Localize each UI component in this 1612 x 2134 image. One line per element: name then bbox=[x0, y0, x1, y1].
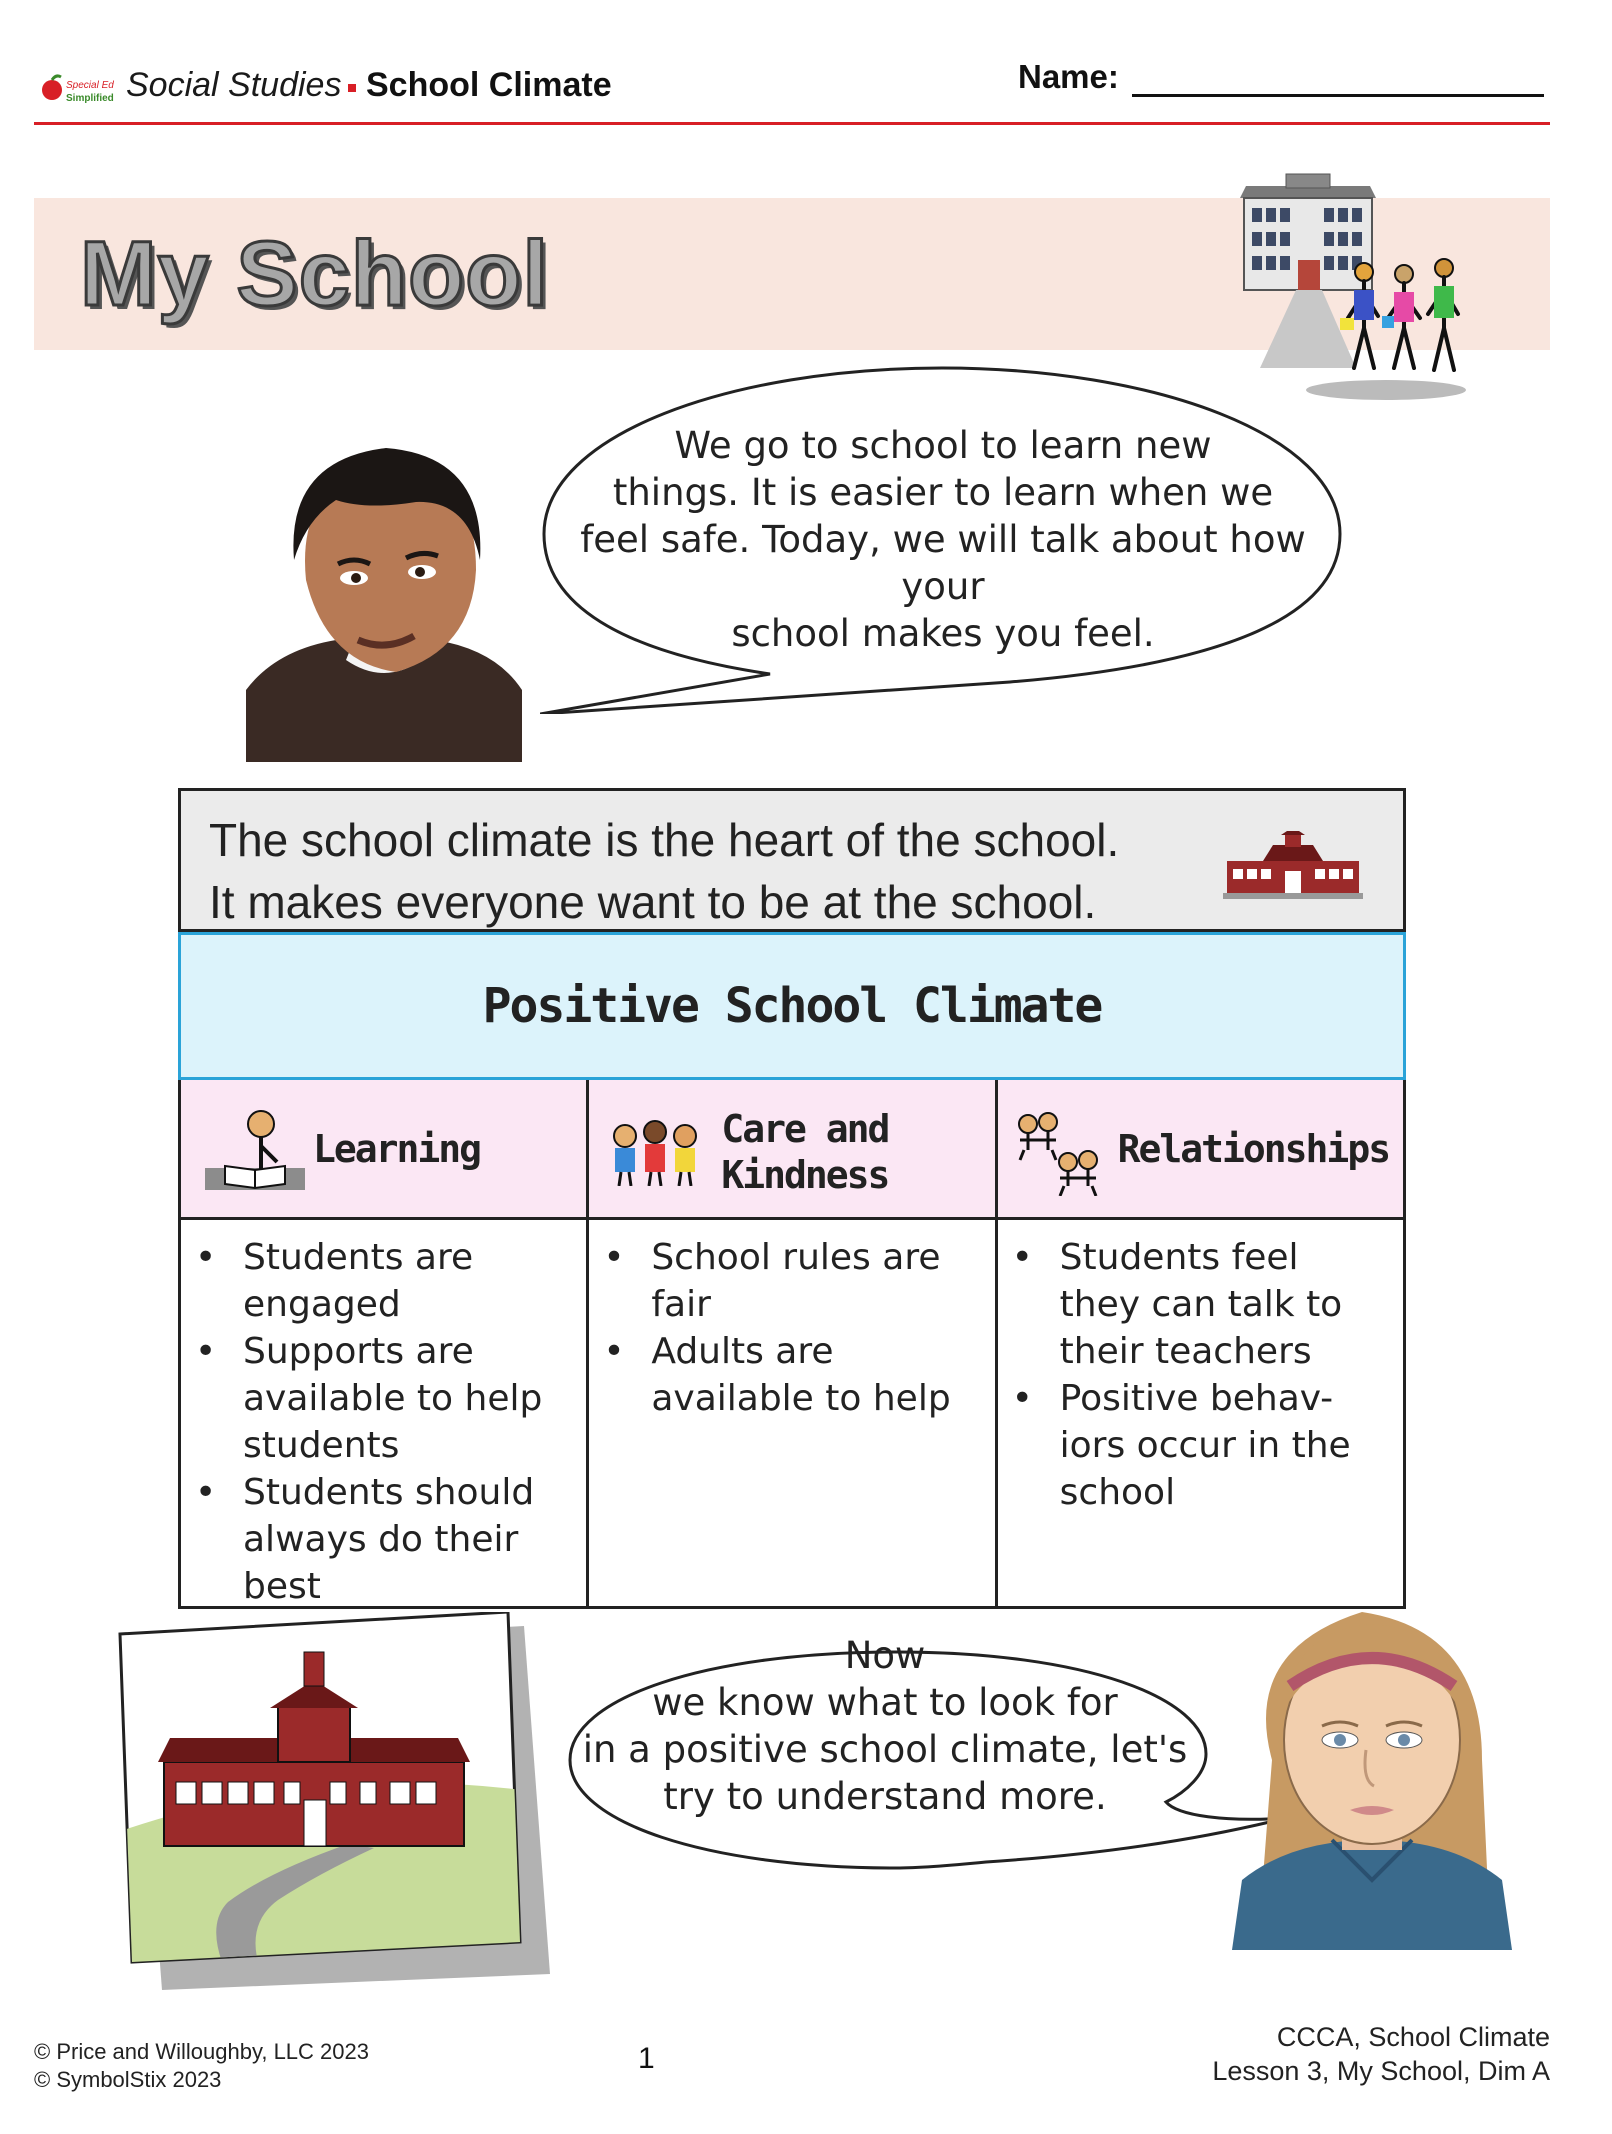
speech-bottom-line: we know what to look for bbox=[652, 1681, 1118, 1724]
speech-bottom-line: try to understand more. bbox=[663, 1775, 1107, 1818]
speech-top-line: things. It is easier to learn when we bbox=[612, 471, 1274, 514]
bullet-item: • Students are engaged bbox=[191, 1234, 576, 1328]
speech-text-top bbox=[548, 422, 1338, 657]
bullet-line: Supports are bbox=[243, 1331, 474, 1372]
svg-text:Simplified: Simplified bbox=[66, 93, 114, 104]
copyright-block bbox=[34, 2038, 369, 2094]
school-climate-table bbox=[178, 788, 1406, 1609]
bullet-line: Students are bbox=[243, 1237, 474, 1278]
schoolhouse-icon bbox=[1223, 831, 1363, 901]
intro-line: It makes everyone want to be at the school. bbox=[209, 876, 1097, 928]
speech-text-bottom bbox=[572, 1632, 1198, 1820]
page-title: My School bbox=[80, 223, 550, 325]
course-line: CCCA, School Climate bbox=[1276, 2022, 1550, 2052]
bullet-line: fair bbox=[651, 1284, 711, 1325]
bullet-line: best bbox=[243, 1566, 321, 1607]
intro-line: The school climate is the heart of the school. bbox=[209, 814, 1120, 866]
name-label: Name: bbox=[1018, 58, 1119, 95]
column-body-care-kindness bbox=[589, 1220, 994, 1606]
bullet-item: • Students feel they can talk to their teachers bbox=[1008, 1234, 1393, 1375]
bullet-item: • Students should always do their best bbox=[191, 1469, 576, 1610]
svg-text:Special Ed: Special Ed bbox=[66, 80, 114, 91]
column-title-care-kindness bbox=[721, 1106, 888, 1198]
bullet-line: their teachers bbox=[1059, 1331, 1312, 1372]
reading-student-icon bbox=[205, 1110, 305, 1194]
column-title-line: Care and bbox=[721, 1107, 889, 1151]
intro-text bbox=[209, 809, 1119, 933]
course-info bbox=[1212, 2020, 1550, 2088]
boy-avatar bbox=[246, 440, 522, 762]
column-title-relationships bbox=[1118, 1126, 1389, 1172]
bullet-line: School rules are bbox=[651, 1237, 941, 1278]
column-header-learning bbox=[181, 1080, 586, 1220]
column-relationships bbox=[998, 1080, 1403, 1606]
bullet-line: engaged bbox=[243, 1284, 401, 1325]
column-title-line: Learning bbox=[313, 1127, 481, 1171]
page-number: 1 bbox=[638, 2042, 655, 2075]
column-header-care-kindness bbox=[589, 1080, 994, 1220]
positive-climate-heading-box bbox=[178, 932, 1406, 1080]
bullet-line: iors occur in the bbox=[1059, 1425, 1351, 1466]
group-of-kids-icon bbox=[605, 1120, 705, 1186]
name-input-line[interactable] bbox=[1132, 94, 1544, 97]
bullet-line: students bbox=[243, 1425, 400, 1466]
girl-avatar bbox=[1232, 1590, 1512, 1950]
intro-box bbox=[181, 791, 1403, 932]
copyright-line: © SymbolStix 2023 bbox=[34, 2067, 222, 2092]
column-body-relationships bbox=[998, 1220, 1403, 1606]
column-learning bbox=[181, 1080, 589, 1606]
bullet-item: • Positive behav- iors occur in the school bbox=[1008, 1375, 1393, 1516]
positive-climate-heading: Positive School Climate bbox=[482, 978, 1102, 1034]
speech-top-line: school makes you feel. bbox=[731, 612, 1155, 655]
bullet-line: always do their bbox=[243, 1519, 519, 1560]
bullet-line: available to help bbox=[243, 1378, 543, 1419]
bullet-line: Students feel bbox=[1059, 1237, 1299, 1278]
speech-bottom-line: Now bbox=[844, 1634, 926, 1677]
header-rule bbox=[34, 122, 1550, 125]
column-title-line: Relationships bbox=[1117, 1127, 1390, 1171]
publisher-logo bbox=[40, 74, 118, 106]
bullet-line: Positive behav- bbox=[1059, 1378, 1334, 1419]
column-title-learning bbox=[313, 1126, 480, 1172]
column-title-line: Kindness bbox=[721, 1153, 889, 1197]
bullet-line: school bbox=[1059, 1472, 1176, 1513]
copyright-line: © Price and Willoughby, LLC 2023 bbox=[34, 2039, 369, 2064]
bullet-item: • Adults are available to help bbox=[599, 1328, 984, 1422]
bullet-item: • School rules are fair bbox=[599, 1234, 984, 1328]
friends-icon bbox=[1008, 1110, 1108, 1196]
speech-bottom-line: in a positive school climate, let's bbox=[582, 1728, 1188, 1771]
bullet-line: available to help bbox=[651, 1378, 951, 1419]
speech-top-line: feel safe. Today, we will talk about how your bbox=[580, 518, 1306, 608]
column-body-learning bbox=[181, 1220, 586, 1606]
column-care-kindness bbox=[589, 1080, 997, 1606]
course-line: Lesson 3, My School, Dim A bbox=[1212, 2056, 1550, 2086]
bullet-line: Adults are bbox=[651, 1331, 834, 1372]
header-separator bbox=[348, 84, 356, 92]
header-subject: Social Studies bbox=[126, 66, 342, 104]
column-header-relationships bbox=[998, 1080, 1403, 1220]
bullet-line: they can talk to bbox=[1059, 1284, 1343, 1325]
bullet-line: Students should bbox=[243, 1472, 535, 1513]
bullet-item: • Supports are available to help students bbox=[191, 1328, 576, 1469]
speech-top-line: We go to school to learn new bbox=[674, 424, 1212, 467]
school-picture bbox=[118, 1612, 558, 1990]
header-topic: School Climate bbox=[366, 66, 612, 104]
